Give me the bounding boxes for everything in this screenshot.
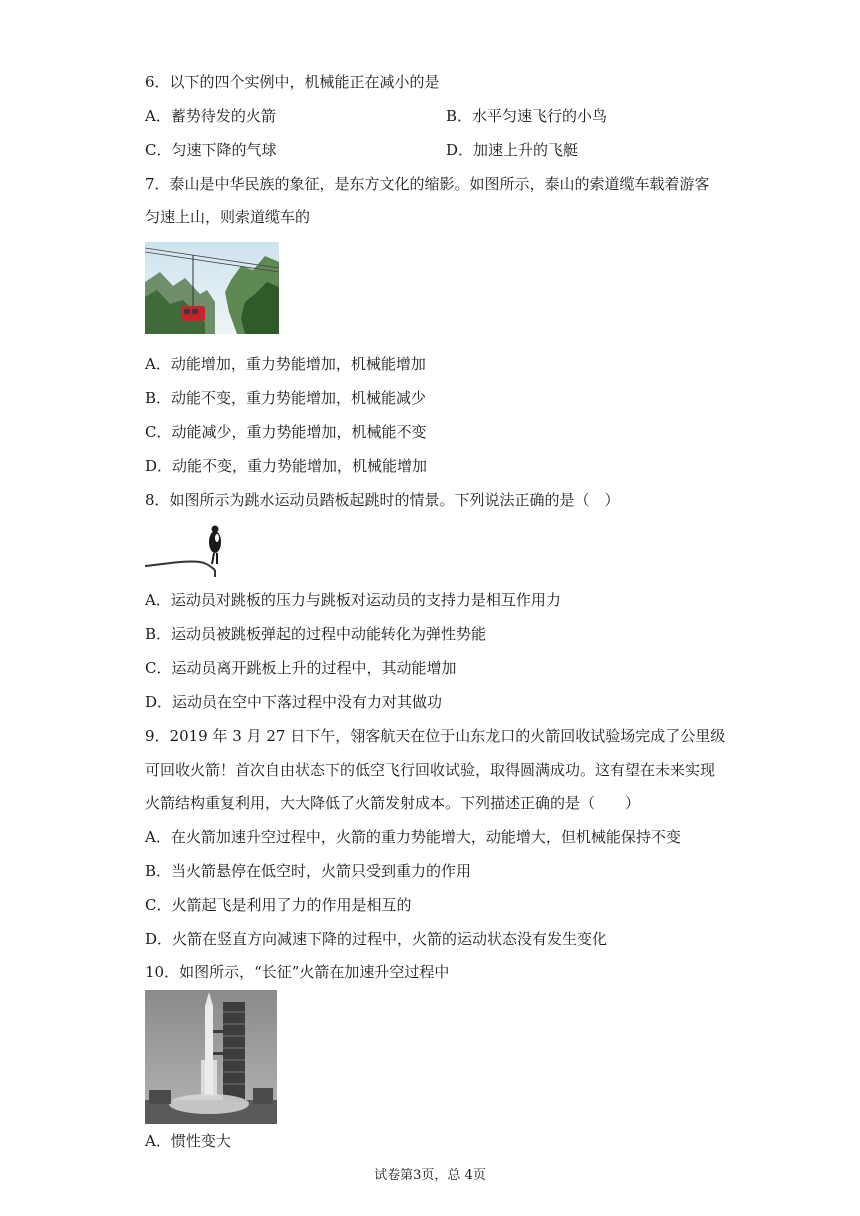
q7-option-b: B．动能不变，重力势能增加，机械能减少 [145,389,427,407]
q6-stem: 6．以下的四个实例中，机械能正在减小的是 [145,73,440,91]
q7-option-c: C．动能减少，重力势能增加，机械能不变 [145,423,427,441]
q9-option-c: C．火箭起飞是利用了力的作用是相互的 [145,896,412,914]
q8-stem: 8．如图所示为跳水运动员踏板起跳时的情景。下列说法正确的是（ ） [145,491,620,509]
rocket-launch-image [145,990,277,1124]
q9-stem-line2: 可回收火箭！首次自由状态下的低空飞行回收试验，取得圆满成功。这有望在未来实现 [145,761,716,779]
q8-option-a: A．运动员对跳板的压力与跳板对运动员的支持力是相互作用力 [145,591,561,609]
q9-stem-line3: 火箭结构重复利用，大大降低了火箭发射成本。下列描述正确的是（ ） [145,794,641,812]
q9-option-a: A．在火箭加速升空过程中，火箭的重力势能增大，动能增大，但机械能保持不变 [145,828,681,846]
q6-option-a: A．蓄势待发的火箭 [145,107,276,125]
q10-option-a: A．惯性变大 [145,1132,231,1150]
q7-option-d: D．动能不变，重力势能增加，机械能增加 [145,457,428,475]
diver-image [145,524,235,580]
q6-option-b: B．水平匀速飞行的小鸟 [446,107,608,125]
q8-option-c: C．运动员离开跳板上升的过程中，其动能增加 [145,659,457,677]
q7-stem-line1: 7．泰山是中华民族的象征，是东方文化的缩影。如图所示，泰山的索道缆车载着游客 [145,175,710,193]
q10-stem: 10．如图所示，“长征”火箭在加速升空过程中 [145,963,450,981]
q7-option-a: A．动能增加，重力势能增加，机械能增加 [145,355,426,373]
q6-option-c: C．匀速下降的气球 [145,141,277,159]
q9-option-b: B．当火箭悬停在低空时，火箭只受到重力的作用 [145,862,472,880]
q7-stem-line2: 匀速上山，则索道缆车的 [145,208,311,226]
page-footer: 试卷第3页，总 4页 [374,1168,486,1183]
q6-option-d: D．加速上升的飞艇 [446,141,579,159]
q8-option-b: B．运动员被跳板弹起的过程中动能转化为弹性势能 [145,625,487,643]
q8-option-d: D．运动员在空中下落过程中没有力对其做功 [145,693,443,711]
q9-option-d: D．火箭在竖直方向减速下降的过程中，火箭的运动状态没有发生变化 [145,930,608,948]
cable-car-image [145,242,279,334]
q9-stem-line1: 9．2019 年 3 月 27 日下午，翎客航天在位于山东龙口的火箭回收试验场完成了公里级 [145,727,726,745]
